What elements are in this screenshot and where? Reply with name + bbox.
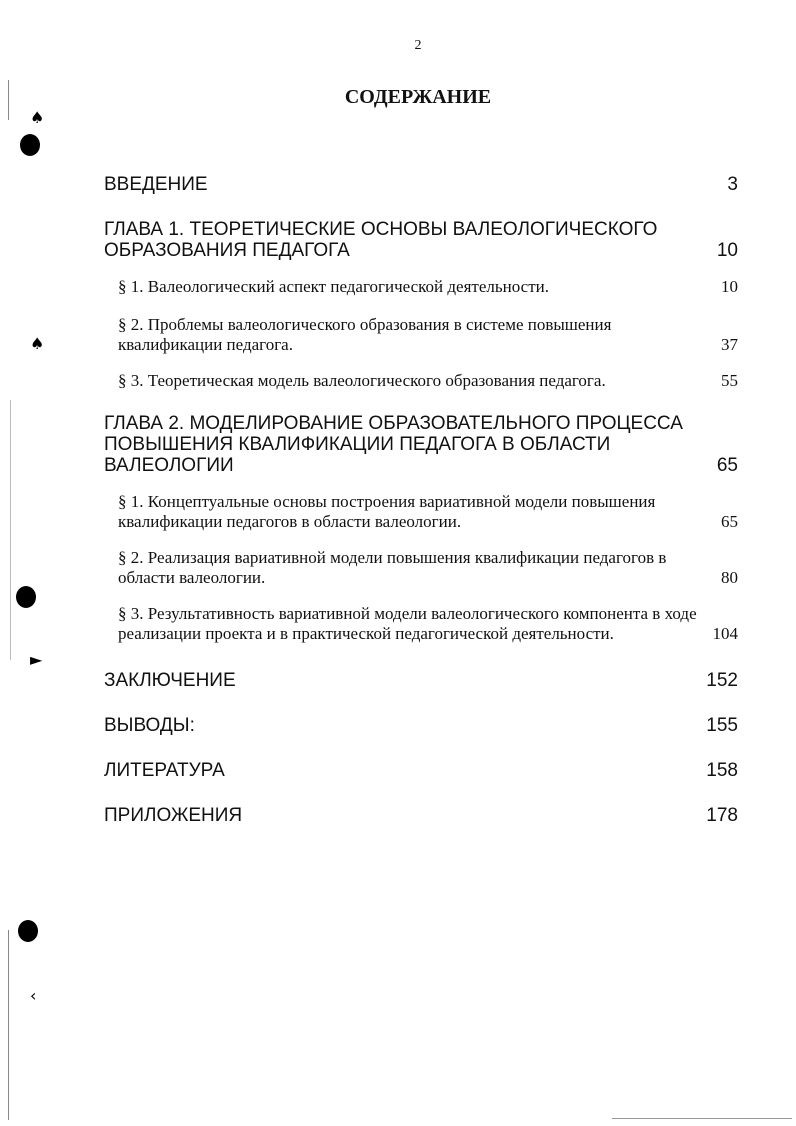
toc-entry-chapter-1[interactable] <box>104 219 738 261</box>
toc-entry-appendices[interactable] <box>104 805 738 826</box>
toc-entry-page: 10 <box>716 240 738 261</box>
toc-entry-introduction[interactable] <box>104 174 738 195</box>
toc-entry-text: § 1. Концептуальные основы построения вариативной модели повышения квалификации педагогов в области валеологии. <box>118 492 656 531</box>
toc-entry-text: § 2. Реализация вариативной модели повышения квалификации педагогов в области валеологии. <box>118 548 667 587</box>
page-title: СОДЕРЖАНИЕ <box>344 86 492 108</box>
binder-hole-mark <box>16 586 36 608</box>
toc-entry-text: § 3. Теоретическая модель валеологического образования педагога. <box>118 371 606 390</box>
toc-entry-ch2-section-1[interactable] <box>118 492 738 532</box>
toc-entry-page: 155 <box>706 715 738 736</box>
toc-entry-text: ЗАКЛЮЧЕНИЕ <box>104 670 236 691</box>
toc-entry-conclusion[interactable] <box>104 670 738 691</box>
toc-entry-page: 158 <box>706 760 738 781</box>
scan-edge-dash <box>612 1118 792 1119</box>
toc-entry-ch2-section-2[interactable] <box>118 548 738 588</box>
toc-entry-page: 10 <box>721 277 738 296</box>
toc-entry-page: 178 <box>706 805 738 826</box>
toc-entry-page: 65 <box>716 455 738 476</box>
binder-hole-mark <box>20 134 40 156</box>
toc-entry-page: 65 <box>721 512 738 531</box>
scan-speck-icon: ♠ <box>30 334 45 353</box>
scan-edge-line <box>10 400 11 660</box>
scan-edge-line <box>8 930 9 1120</box>
toc-entry-findings[interactable] <box>104 715 738 736</box>
scan-speck-icon: ► <box>30 650 43 669</box>
toc-entry-page: 55 <box>721 371 738 390</box>
scan-speck-icon: ‹ <box>30 986 37 1005</box>
table-of-contents <box>104 172 738 826</box>
toc-entry-text: ПРИЛОЖЕНИЯ <box>104 805 243 826</box>
scan-speck-icon: ♠ <box>30 108 45 127</box>
toc-entry-ch1-section-2[interactable] <box>118 315 738 355</box>
toc-entry-literature[interactable] <box>104 760 738 781</box>
binder-hole-mark <box>18 920 38 942</box>
toc-entry-ch1-section-3[interactable] <box>118 371 738 391</box>
toc-entry-text: ВЫВОДЫ: <box>104 715 195 736</box>
toc-entry-chapter-2[interactable] <box>104 413 738 476</box>
toc-entry-text: § 2. Проблемы валеологического образования в системе повышения квалификации педагога. <box>118 315 612 354</box>
toc-entry-text: ГЛАВА 2. МОДЕЛИРОВАНИЕ ОБРАЗОВАТЕЛЬНОГО ПРОЦЕССА ПОВЫШЕНИЯ КВАЛИФИКАЦИИ ПЕДАГОГА В ОБЛАСТИ ВАЛЕОЛОГИИ <box>104 413 683 476</box>
toc-entry-text: ВВЕДЕНИЕ <box>104 174 208 195</box>
toc-entry-ch1-section-1[interactable] <box>118 277 738 297</box>
toc-entry-text: § 3. Результативность вариативной модели валеологического компонента в ходе реализации проекта и в практической педагогической деятельности. <box>118 604 697 643</box>
toc-entry-page: 3 <box>727 174 738 195</box>
toc-entry-page: 37 <box>721 335 738 354</box>
toc-entry-page: 80 <box>721 568 738 587</box>
toc-entry-ch2-section-3[interactable] <box>118 604 738 644</box>
toc-entry-page: 104 <box>712 624 738 643</box>
toc-entry-text: § 1. Валеологический аспект педагогической деятельности. <box>118 277 549 296</box>
page-number: 2 <box>414 38 422 53</box>
toc-entry-text: ГЛАВА 1. ТЕОРЕТИЧЕСКИЕ ОСНОВЫ ВАЛЕОЛОГИЧЕСКОГО ОБРАЗОВАНИЯ ПЕДАГОГА <box>104 219 658 261</box>
toc-entry-text: ЛИТЕРАТУРА <box>104 760 225 781</box>
toc-entry-page: 152 <box>706 670 738 691</box>
